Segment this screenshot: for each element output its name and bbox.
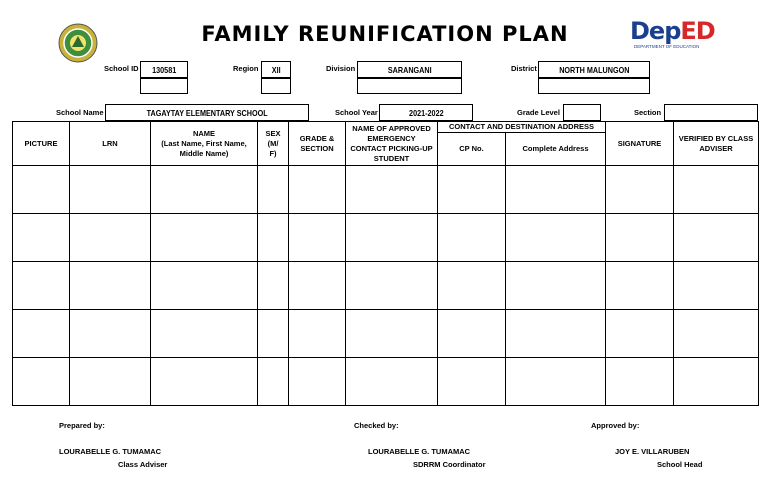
school-seal-logo (58, 23, 98, 63)
division-text: SARANGANI (387, 64, 432, 75)
school-id-value (140, 61, 188, 78)
table-cell[interactable] (151, 310, 258, 358)
section-label: Section (634, 108, 662, 117)
table-cell[interactable] (438, 358, 506, 406)
table-cell[interactable] (438, 262, 506, 310)
table-cell[interactable] (70, 262, 151, 310)
col-signature (606, 122, 674, 166)
table-cell[interactable] (506, 310, 606, 358)
col-verified-line2: ADVISER (699, 143, 733, 153)
col-complete-address (506, 133, 606, 166)
table-cell[interactable] (258, 214, 289, 262)
col-name (151, 122, 258, 166)
deped-logo (630, 18, 730, 52)
col-cp-no-text: CP No. (459, 144, 484, 153)
table-cell[interactable] (151, 166, 258, 214)
table-cell[interactable] (606, 358, 674, 406)
table-cell[interactable] (70, 214, 151, 262)
table-row (13, 358, 759, 406)
table-cell[interactable] (674, 358, 759, 406)
school-name-label: School Name (56, 108, 104, 117)
table-cell[interactable] (438, 310, 506, 358)
col-approved-line2: EMERGENCY (367, 133, 416, 143)
table-cell[interactable] (13, 310, 70, 358)
table-cell[interactable] (674, 262, 759, 310)
prepared-by-name: LOURABELLE G. TUMAMAC (59, 447, 162, 456)
school-name-text: TAGAYTAY ELEMENTARY SCHOOL (146, 107, 268, 118)
deped-logo-ed: ED (680, 17, 715, 45)
approved-by-name: JOY E. VILLARUBEN (615, 447, 690, 456)
table-cell[interactable] (346, 166, 438, 214)
table-cell[interactable] (346, 262, 438, 310)
col-grade-line1: GRADE & (299, 133, 335, 143)
table-cell[interactable] (438, 166, 506, 214)
division-label: Division (326, 64, 356, 73)
deped-logo-dep: Dep (630, 17, 681, 45)
col-group-contact-text: CONTACT AND DESTINATION ADDRESS (449, 122, 594, 131)
col-name-line3: Middle Name) (179, 148, 229, 158)
table-cell[interactable] (346, 214, 438, 262)
table-cell[interactable] (438, 214, 506, 262)
prepared-by-label: Prepared by: (59, 421, 105, 430)
col-group-contact (438, 122, 606, 133)
table-cell[interactable] (13, 214, 70, 262)
col-grade-section (289, 122, 346, 166)
col-complete-address-text: Complete Address (522, 144, 589, 153)
section-value (664, 104, 758, 121)
table-cell[interactable] (258, 262, 289, 310)
school-id-extra-box (140, 78, 188, 94)
table-cell[interactable] (258, 310, 289, 358)
district-extra-box (538, 78, 650, 94)
table-cell[interactable] (258, 358, 289, 406)
table-cell[interactable] (289, 358, 346, 406)
table-cell[interactable] (346, 310, 438, 358)
grade-level-label: Grade Level (517, 108, 560, 117)
checked-by-role: SDRRM Coordinator (413, 460, 486, 469)
col-sex (258, 122, 289, 166)
col-approved-line3: CONTACT PICKING-UP (350, 143, 433, 153)
col-approved-line1: NAME OF APPROVED (352, 123, 431, 133)
table-cell[interactable] (346, 358, 438, 406)
school-id-label: School ID (104, 64, 139, 73)
table-cell[interactable] (151, 358, 258, 406)
district-label: District (511, 64, 537, 73)
col-picture (13, 122, 70, 166)
table-cell[interactable] (13, 262, 70, 310)
table-cell[interactable] (606, 310, 674, 358)
table-cell[interactable] (606, 166, 674, 214)
col-grade-line2: SECTION (300, 143, 334, 153)
table-row (13, 310, 759, 358)
table-cell[interactable] (70, 310, 151, 358)
table-cell[interactable] (13, 166, 70, 214)
division-extra-box (357, 78, 462, 94)
table-cell[interactable] (506, 262, 606, 310)
approved-by-label: Approved by: (591, 421, 640, 430)
table-cell[interactable] (258, 166, 289, 214)
col-approved-line4: STUDENT (373, 153, 410, 163)
grade-level-value (563, 104, 601, 121)
region-extra-box (261, 78, 291, 94)
region-value (261, 61, 291, 78)
region-label: Region (233, 64, 259, 73)
table-cell[interactable] (674, 166, 759, 214)
col-sex-line1: SEX (265, 128, 281, 138)
table-cell[interactable] (506, 166, 606, 214)
approved-by-role: School Head (657, 460, 703, 469)
table-row (13, 166, 759, 214)
school-year-value (379, 104, 473, 121)
school-id-text: 130581 (151, 64, 177, 75)
table-cell[interactable] (606, 214, 674, 262)
table-cell[interactable] (289, 262, 346, 310)
prepared-by-role: Class Adviser (118, 460, 168, 469)
table-cell[interactable] (70, 358, 151, 406)
table-row (13, 262, 759, 310)
table-cell[interactable] (674, 310, 759, 358)
table-row (13, 214, 759, 262)
col-picture-text: PICTURE (24, 138, 58, 148)
col-sex-line3: F) (269, 148, 277, 158)
col-lrn-text: LRN (102, 138, 118, 148)
region-text: XII (271, 64, 281, 75)
table-cell[interactable] (506, 214, 606, 262)
page-title: FAMILY REUNIFICATION PLAN (201, 22, 569, 46)
table-cell[interactable] (70, 166, 151, 214)
division-value (357, 61, 462, 78)
col-approved-contact (346, 122, 438, 166)
col-name-line2: (Last Name, First Name, (161, 138, 247, 148)
col-sex-line2: (M/ (267, 138, 279, 148)
table-cell[interactable] (674, 214, 759, 262)
school-year-label: School Year (335, 108, 378, 117)
col-verified-line1: VERIFIED BY CLASS (678, 133, 754, 143)
reunification-table (12, 121, 759, 406)
table-cell[interactable] (289, 166, 346, 214)
deped-logo-tagline: DEPARTMENT OF EDUCATION (634, 44, 700, 49)
table-cell[interactable] (151, 214, 258, 262)
col-signature-text: SIGNATURE (617, 138, 662, 148)
table-cell[interactable] (506, 358, 606, 406)
col-verified (674, 122, 759, 166)
checked-by-name: LOURABELLE G. TUMAMAC (368, 447, 471, 456)
table-cell[interactable] (606, 262, 674, 310)
table-cell[interactable] (13, 358, 70, 406)
col-cp-no (438, 133, 506, 166)
school-year-text: 2021-2022 (408, 107, 444, 118)
district-value (538, 61, 650, 78)
checked-by-label: Checked by: (354, 421, 399, 430)
table-cell[interactable] (289, 214, 346, 262)
school-name-value (105, 104, 309, 121)
table-cell[interactable] (151, 262, 258, 310)
district-text: NORTH MALUNGON (558, 64, 630, 75)
table-cell[interactable] (289, 310, 346, 358)
col-lrn (70, 122, 151, 166)
col-name-line1: NAME (192, 128, 216, 138)
